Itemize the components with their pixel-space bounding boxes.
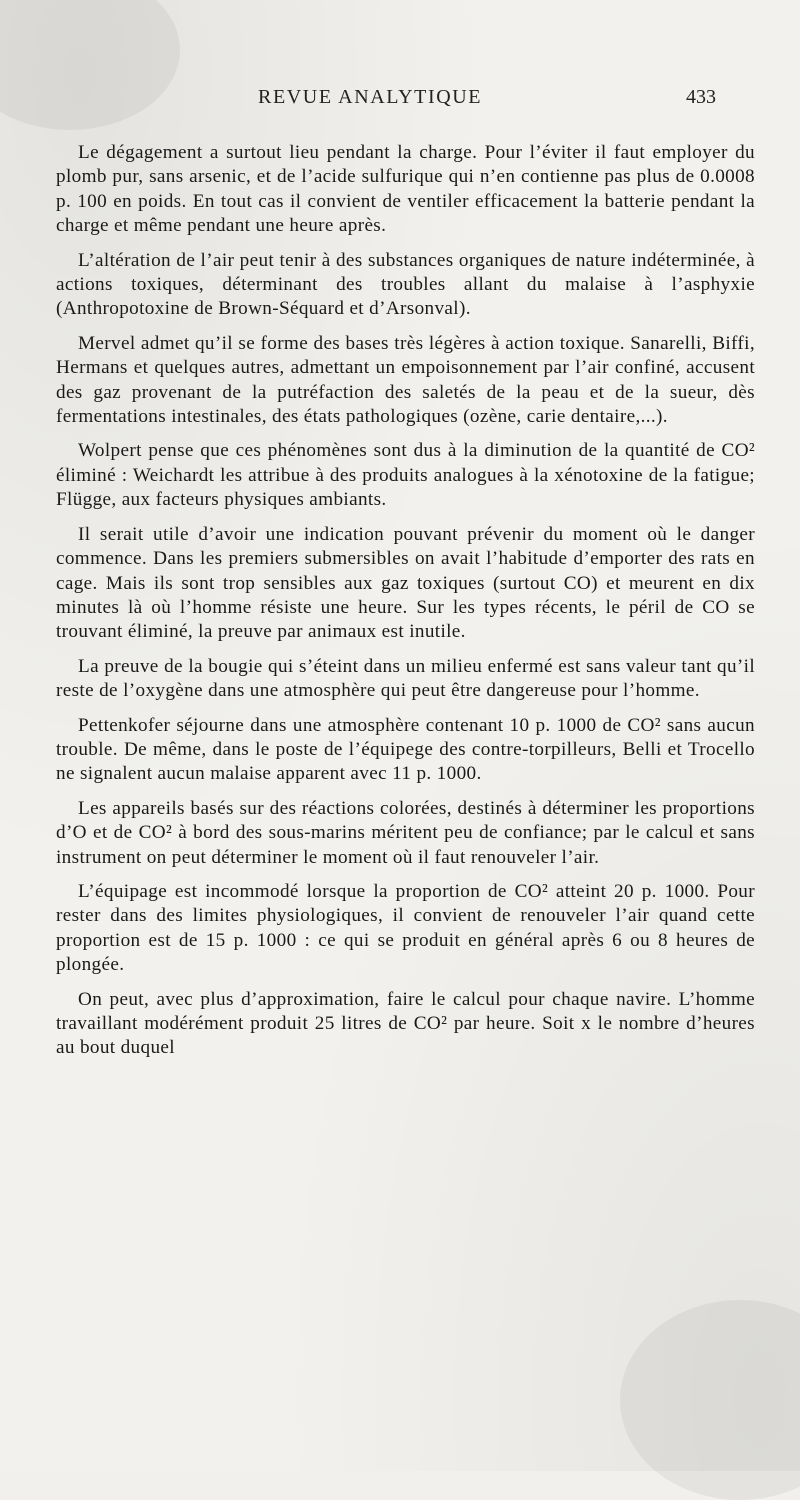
paper-stain	[620, 1300, 800, 1500]
paragraph: La preuve de la bougie qui s’éteint dans un milieu enfermé est sans valeur tant qu’il reste de l’oxygène dans une atmosphère qui peut être dangereuse pour l’homme.	[56, 655, 755, 702]
page-header	[0, 86, 800, 116]
paragraph: Le dégagement a surtout lieu pendant la charge. Pour l’éviter il faut employer du plomb pur, sans arsenic, et de l’acide sulfurique qui n’en contienne pas plus de 0.0008 p. 100 en poids. En tout cas il convient de ventiler efficacement la batterie pendant la charge et même pendant une heure après.	[56, 142, 755, 237]
paragraph: Wolpert pense que ces phénomènes sont dus à la diminution de la quantité de CO² éliminé : Weichardt les attribue à des produits analogues à la xénotoxine de la fatigue; Flügge, aux facteurs physiques ambiants.	[56, 440, 755, 511]
running-title: REVUE ANALYTIQUE	[258, 86, 483, 108]
paragraph: L’équipage est incommodé lorsque la proportion de CO² atteint 20 p. 1000. Pour rester dans des limites physiologiques, il convient de renouveler l’air quand cette proportion est de 15 p. 1000 : ce qui se produit en général après 6 ou 8 heures de plongée.	[56, 880, 755, 976]
paragraph: Il serait utile d’avoir une indication pouvant prévenir du moment où le danger commence. Dans les premiers submersibles on avait l’habitude d’emporter des rats en cage. Mais ils sont trop sensibles aux gaz toxiques (surtout CO) et meurent en dix minutes là où l’homme résiste une heure. Sur les types récents, le péril de CO se trouvant éliminé, la preuve par animaux est inutile.	[56, 523, 755, 643]
paragraph: Les appareils basés sur des réactions colorées, destinés à déterminer les proportions d’O et de CO² à bord des sous-marins méritent peu de confiance; par le calcul et sans instrument on peut déterminer le moment où il faut renouveler l’air.	[56, 797, 755, 868]
paragraph: On peut, avec plus d’approximation, faire le calcul pour chaque navire. L’homme travaillant modérément produit 25 litres de CO² par heure. Soit x le nombre d’heures au bout duquel	[56, 988, 755, 1059]
paragraph: Mervel admet qu’il se forme des bases très légères à action toxique. Sanarelli, Biffi, Hermans et quelques autres, admettant un empoisonnement par l’air confiné, accusent des gaz provenant de la putréfaction des saletés de la peau et de la sueur, dès fermentations intestinales, des états pathologiques (ozène, carie dentaire,...).	[56, 332, 755, 428]
page-number: 433	[686, 86, 716, 108]
paragraph: Pettenkofer séjourne dans une atmosphère contenant 10 p. 1000 de CO² sans aucun trouble. De même, dans le poste de l’équipege des contre-torpilleurs, Belli et Trocello ne signalent aucun malaise apparent avec 11 p. 1000.	[56, 714, 755, 785]
paragraph: L’altération de l’air peut tenir à des substances organiques de nature indéterminée, à actions toxiques, déterminant des troubles allant du malaise à l’asphyxie (Anthropotoxine de Brown-Séquard et d’Arsonval).	[56, 249, 755, 320]
body-text	[56, 141, 755, 1071]
